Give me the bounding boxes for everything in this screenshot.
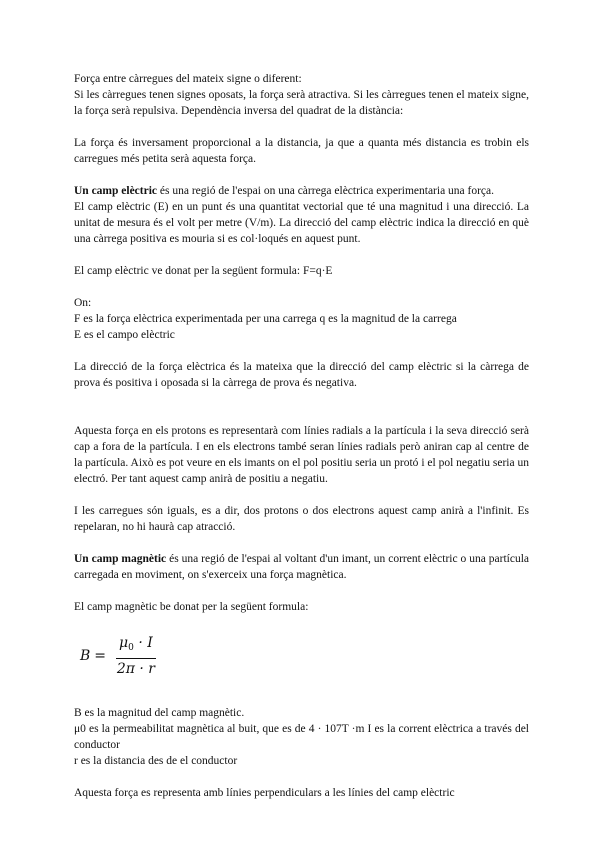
formula-numerator (116, 635, 156, 659)
paragraph-r-definition: r es la distancia des de el conductor (74, 755, 238, 767)
paragraph-force-sign: Si les càrregues tenen signes oposats, la força serà atractiva. Si les càrregues tenen el mateix signe, la força serà repulsiva. Dependència inversa del quadrat de la distància: (74, 89, 529, 117)
paragraph-protons-electrons: Aquesta força en els protons es representarà com línies radials a la partícula i la seva direcció serà cap a fora de la partícula. I en els electrons també seran línies radials però aniran cap al centre de la partícula. Això es pot veure en els imants on el pol positiu seria un protó i el pol negatiu seria un electró. Per tant aquest camp anirà de positiu a negatiu. (74, 425, 529, 485)
paragraph-f-definition: F es la força elèctrica experimentada per una carrega q es la magnitud de la carrega (74, 313, 457, 325)
paragraph-magnetic-field-definition (74, 551, 529, 583)
paragraph-magnetic-formula-intro: El camp magnètic be donat per la següent formula: (74, 601, 309, 613)
magnetic-field-formula (80, 635, 529, 677)
paragraph-force-direction: La direcció de la força elèctrica és la mateixa que la direcció del camp elèctric si la càrrega de prova és positiva i oposada si la càrrega de prova és negativa. (74, 361, 529, 389)
formula-lhs: B (80, 648, 91, 664)
paragraph-e-definition: E es el campo elèctric (74, 329, 175, 341)
paragraph-electric-field-formula: El camp elèctric ve donat per la següent formula: F=q·E (74, 265, 333, 277)
formula-mu-subscript: 0 (128, 643, 134, 653)
paragraph-electric-field-vector: El camp elèctric (E) en un punt és una quantitat vectorial que té una magnitud i una direcció. La unitat de mesura és el volt per metre (V/m). La direcció del camp elèctric indica la direcció en què una càrrega positiva es mouria si es col·loqués en aquest punt. (74, 201, 529, 245)
magnetic-field-term: Un camp magnètic (74, 553, 167, 565)
formula-denominator: 2π · r (116, 661, 155, 677)
paragraph-perpendicular-lines: Aquesta força es representa amb línies perpendiculars a les línies del camp elèctric (74, 787, 455, 799)
paragraph-electric-field-definition (74, 183, 529, 199)
paragraph-b-definition: B es la magnitud del camp magnètic. (74, 707, 245, 719)
paragraph-force-heading: Força entre càrregues del mateix signe o diferent: (74, 73, 302, 85)
document-body (74, 71, 529, 801)
formula-equals: = (94, 648, 107, 664)
electric-field-definition-text: és una regió de l'espai on una càrrega elèctrica experimentaria una força. (157, 185, 495, 197)
magnetic-field-definition-text: és una regió de l'espai al voltant d'un imant, un corrent elèctric o una partícula carregada en moviment, on s'exerceix una força magnètica. (74, 553, 529, 581)
formula-numerator-rest: · I (133, 635, 153, 651)
electric-field-term: Un camp elèctric (74, 185, 158, 197)
paragraph-mu0-definition: μ0 es la permeabilitat magnètica al buit, que es de 4 · 107T ·m I es la corrent elèctrica a través del conductor (74, 723, 529, 751)
paragraph-equal-charges: I les carregues són iguals, es a dir, dos protons o dos electrons aquest camp anirà a l'infinit. Es repelaran, no hi haurà cap atracció. (74, 505, 529, 533)
paragraph-on: On: (74, 297, 92, 309)
formula-mu: μ (119, 635, 129, 651)
paragraph-inverse-distance: La força és inversament proporcional a la distancia, ja que a quanta més distancia es trobin els carregues més petita serà aquesta força. (74, 137, 529, 165)
formula-fraction (116, 635, 156, 677)
